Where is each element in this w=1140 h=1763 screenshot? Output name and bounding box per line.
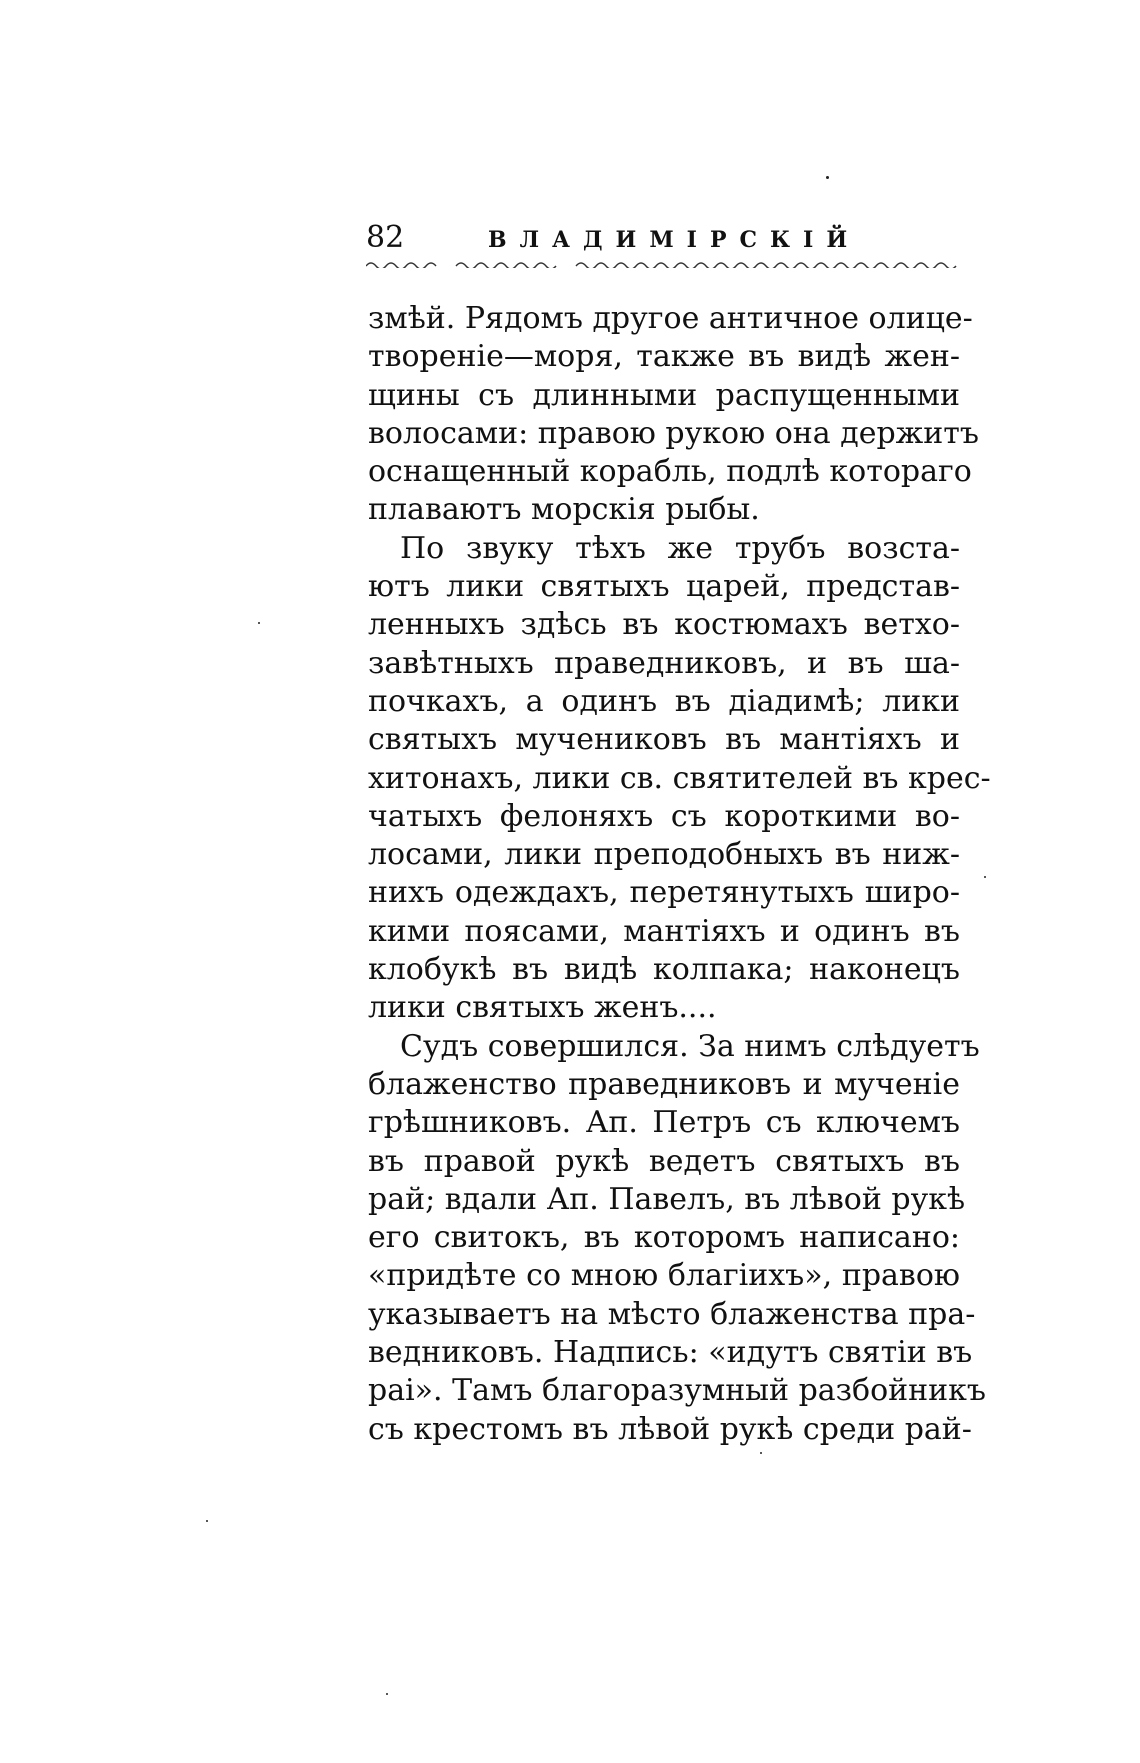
speck [258,622,260,624]
text-line: раі». Тамъ благоразумный разбойникъ [368,1373,986,1409]
text-line: клобукѣ въ видѣ колпака; наконецъ [368,952,960,988]
text-line: грѣшниковъ. Ап. Петръ съ ключемъ [368,1105,960,1141]
text-line: кими поясами, мантіяхъ и одинъ въ [368,913,960,949]
text-line: съ крестомъ въ лѣвой рукѣ среди рай- [368,1411,972,1447]
text-line: твореніе—моря, также въ видѣ жен- [368,339,960,375]
text-line: святыхъ мучениковъ въ мантіяхъ и [368,722,960,758]
speck [984,876,986,878]
text-line: въ правой рукѣ ведетъ святыхъ въ [368,1143,960,1179]
speck [760,1452,762,1454]
text-line: ведниковъ. Надпись: «идутъ святіи въ [368,1335,973,1371]
speck [206,1520,208,1522]
paragraph-2 [368,530,991,1028]
text-line: чатыхъ фелоняхъ съ короткими во- [368,798,960,834]
text-line: указываетъ на мѣсто блаженства пра- [368,1296,976,1332]
text-line: ютъ лики святыхъ царей, представ- [368,569,960,605]
text-line: ленныхъ здѣсь въ костюмахъ ветхо- [368,607,960,643]
speck [386,1693,388,1695]
text-line: Судъ совершился. За нимъ слѣдуетъ [400,1028,980,1064]
text-line: рай; вдали Ап. Павелъ, въ лѣвой рукѣ [368,1181,966,1217]
text-line: завѣтныхъ праведниковъ, и въ ша- [368,645,960,681]
text-line: «придѣте со мною благіихъ», правою [368,1258,960,1294]
text-line: волосами: правою рукою она держитъ [368,415,979,451]
text-line: змѣй. Рядомъ другое античное олице- [368,301,973,336]
text-line: лосами, лики преподобныхъ въ ниж- [368,837,960,873]
text-line: почкахъ, а одинъ въ діадимѣ; лики [368,683,960,719]
speck [826,176,829,179]
text-line: хитонахъ, лики св. святителей въ крес- [368,760,991,796]
page-number: 82 [366,220,405,255]
text-line: щины съ длинными распущенными [368,377,960,413]
running-head: ВЛАДИМІРСКІЙ [488,227,861,253]
text-line: По звуку тѣхъ же трубъ возста- [400,530,960,566]
paragraph-1 [368,300,979,530]
text-line: его свитокъ, въ которомъ написано: [368,1220,960,1256]
text-line: оснащенный корабль, подлѣ котораго [368,454,972,490]
body-text [368,300,991,1449]
paragraph-3 [368,1028,986,1449]
text-line: лики святыхъ женъ.... [368,990,717,1026]
text-line: плаваютъ морскія рыбы. [368,492,760,528]
text-line: блаженство праведниковъ и мученіе [368,1066,960,1102]
text-line: нихъ одеждахъ, перетянутыхъ широ- [368,875,960,911]
page-header [366,220,966,264]
ornamental-rule [366,260,962,268]
